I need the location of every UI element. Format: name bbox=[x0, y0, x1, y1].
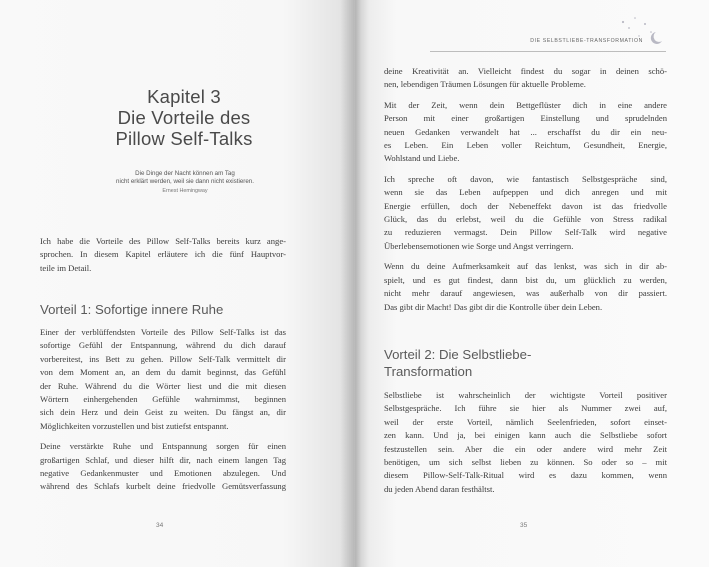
text-line: Wenn du deine Aufmerksamkeit auf das lenkst, was sich in dir ab- bbox=[384, 261, 667, 272]
paragraph bbox=[384, 260, 667, 314]
text-line: Wörtern einhergehenden Gefühle wahrnimmst, beginnen bbox=[40, 394, 286, 405]
epigraph-author: Ernest Hemingway bbox=[162, 187, 208, 194]
paragraph bbox=[40, 326, 286, 433]
text-line: während des Schlafs kurbelt deine friedvolle Gemütsverfassung bbox=[40, 481, 286, 492]
text-line: von dem Moment an, an dem du damit beginnst, das Gefühl bbox=[40, 367, 286, 378]
text-line: großartigen Schlaf, und dieser hilft dir, nach einem langen Tag bbox=[40, 454, 286, 465]
epigraph bbox=[60, 170, 310, 195]
text-line: spielt, und es gut findest, dann bist du, um glücklich zu werden, bbox=[384, 274, 667, 285]
heading-line: Transformation bbox=[384, 364, 473, 379]
chapter-title-line-2: Pillow Self-Talks bbox=[115, 128, 253, 149]
stars-moon-icon bbox=[615, 14, 665, 50]
text-line: Selbstgespräche. Ich führe sie hier als Nummer zwei auf, bbox=[384, 403, 667, 414]
text-line: diesem Pillow-Self-Talk-Ritual wird es dazu kommen, wenn bbox=[384, 470, 667, 481]
intro-paragraph bbox=[40, 235, 286, 275]
body-text-left bbox=[40, 326, 286, 501]
body-text-right-top bbox=[384, 65, 667, 321]
text-line: Glück, das du erlebst, weil du die Gefühle von Stress radikal bbox=[384, 214, 667, 225]
text-line: sofortige Gefühl der Entspannung, während du dich darauf bbox=[40, 340, 286, 351]
text-line: Person mit einer großartigen Einstellung und sprudelnden bbox=[384, 113, 667, 124]
text-line: Einer der verblüffendsten Vorteile des Pillow Self-Talks ist das bbox=[40, 327, 286, 337]
chapter-title bbox=[40, 86, 328, 149]
text-line: Energie erfüllen, doch der Nebeneffekt davon ist das friedvolle bbox=[384, 200, 667, 211]
text-line: Selbstliebe ist wahrscheinlich der wichtigste Vorteil positiver bbox=[384, 390, 667, 400]
paragraph bbox=[384, 99, 667, 166]
text-line: Ich habe die Vorteile des Pillow Self-Talks bereits kurz ange- bbox=[40, 236, 286, 246]
text-line: teile im Detail. bbox=[40, 262, 92, 273]
page-number-left: 34 bbox=[156, 522, 164, 529]
page-number-right: 35 bbox=[520, 522, 528, 529]
text-line: zen kann. Und ja, bei einigen kann auch die Selbstliebe sofort bbox=[384, 430, 667, 441]
left-page bbox=[0, 0, 354, 567]
text-line: vorbereitest, ins Bett zu gehen. Pillow Self-Talk vermittelt dir bbox=[40, 353, 286, 364]
text-line: Das gibt dir Macht! Das gibt dir die Kontrolle über dein Leben. bbox=[384, 301, 603, 312]
paragraph bbox=[384, 173, 667, 253]
text-line: zu reduzieren vermagst. Dein Pillow Self-Talk wird negative bbox=[384, 227, 667, 238]
text-line: benötigen, um sich selbst lieben zu können. So oder so – mit bbox=[384, 457, 667, 468]
text-line: neuen Gedanken verwandelt hat ... erschaffst du dir ein neu- bbox=[384, 126, 667, 137]
section-heading-2 bbox=[384, 346, 531, 380]
text-line: weil der erste Vorteil, nämlich Seelenfrieden, sofort einset- bbox=[384, 416, 667, 427]
text-line: Wohlstand und Liebe. bbox=[384, 153, 460, 164]
text-line: es Leben. Ein Leben voller Reichtum, Gesundheit, Energie, bbox=[384, 140, 667, 151]
text-line: Überlebensemotionen wie Sorge und Angst verringern. bbox=[384, 240, 574, 251]
running-head: DIE SELBSTLIEBE-TRANSFORMATION bbox=[530, 38, 643, 44]
paragraph bbox=[40, 440, 286, 494]
text-line: nen, lebendigen Träumen Lösungen für aktuelle Probleme. bbox=[384, 79, 586, 90]
section-heading-1: Vorteil 1: Sofortige innere Ruhe bbox=[40, 302, 224, 317]
paragraph bbox=[384, 65, 667, 92]
body-text-right-bottom bbox=[384, 389, 667, 503]
text-line: Ich spreche oft davon, wie fantastisch Selbstgespräche sind, bbox=[384, 173, 667, 184]
chapter-number: Kapitel 3 bbox=[147, 86, 221, 107]
chapter-title-line-1: Die Vorteile des bbox=[117, 107, 251, 128]
text-line: deine Kreativität an. Vielleicht findest du sogar in deinen schö- bbox=[384, 66, 667, 76]
text-line: Deine verstärkte Ruhe und Entspannung sorgen für einen bbox=[40, 441, 286, 452]
text-line: festzustellen sein. Aber die ein oder andere wird mehr Zeit bbox=[384, 443, 667, 454]
text-line: sich dein Herz und dein Geist zu weiten. Du fängst an, dir bbox=[40, 407, 286, 418]
text-line: nicht mehr darauf angewiesen, was außerhalb von dir passiert. bbox=[384, 288, 667, 299]
heading-line: Vorteil 2: Die Selbstliebe- bbox=[384, 347, 532, 362]
epigraph-line: nicht erklärt werden, weil sie dann nicht existieren. bbox=[116, 178, 254, 186]
text-line: Mit der Zeit, wenn dein Bettgeflüster dich in eine andere bbox=[384, 99, 667, 110]
running-head-rule bbox=[430, 51, 666, 52]
text-line: sprochen. In diesem Kapitel erläutere ich die fünf Hauptvor- bbox=[40, 249, 286, 260]
text-line: der Ruhe. Während du die Wörter liest und die mit diesen bbox=[40, 380, 286, 391]
epigraph-line: Die Dinge der Nacht können am Tag bbox=[135, 170, 235, 177]
text-line: wenn sie das Leben aufpeppen und dich anregen und mit bbox=[384, 187, 667, 198]
text-line: Möglichkeiten vorzustellen und bist zutiefst entspannt. bbox=[40, 420, 229, 431]
text-line: negative Gedankenmuster und Emotionen abzulegen. Und bbox=[40, 468, 286, 479]
text-line: du jeden Abend daran festhältst. bbox=[384, 483, 495, 494]
paragraph bbox=[384, 389, 667, 496]
